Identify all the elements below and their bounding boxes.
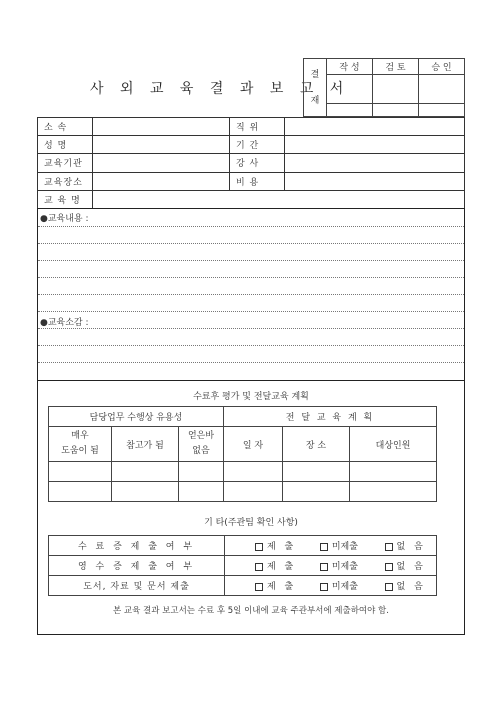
option-label: 제 출 xyxy=(267,542,294,552)
approval-col-write: 작 성 xyxy=(327,59,373,75)
approval-sign-write[interactable] xyxy=(327,75,373,103)
content-section-divider xyxy=(37,208,465,209)
instructor-label: 강 사 xyxy=(230,154,285,172)
eval-cell[interactable] xyxy=(350,462,437,482)
not-submitted-checkbox[interactable] xyxy=(320,583,328,591)
content-line[interactable] xyxy=(38,294,464,295)
period-field[interactable] xyxy=(285,136,465,154)
impression-line[interactable] xyxy=(38,328,464,329)
venue-label: 교육장소 xyxy=(38,172,93,190)
submitted-checkbox[interactable] xyxy=(255,583,263,591)
option-label: 없 음 xyxy=(396,542,423,552)
usefulness-header: 담당업무 수행상 유용성 xyxy=(49,407,224,427)
eval-cell[interactable] xyxy=(350,482,437,502)
affiliation-label: 소 속 xyxy=(38,118,93,136)
eval-section-divider xyxy=(37,380,465,381)
course-name-label: 교 육 명 xyxy=(38,190,93,208)
approval-date-review[interactable] xyxy=(373,103,419,116)
impression-line[interactable] xyxy=(38,362,464,363)
approval-date-write[interactable] xyxy=(327,103,373,116)
eval-cell[interactable] xyxy=(179,462,224,482)
institution-label: 교육기관 xyxy=(38,154,93,172)
content-line[interactable] xyxy=(38,260,464,261)
submitted-checkbox[interactable] xyxy=(255,563,263,571)
name-label: 성 명 xyxy=(38,136,93,154)
eval-cell[interactable] xyxy=(49,482,112,502)
option-label: 미제출 xyxy=(331,582,358,592)
affiliation-field[interactable] xyxy=(93,118,230,136)
misc-section-title: 기 타(주관팀 확인 사항) xyxy=(204,518,298,528)
materials-options xyxy=(225,576,437,596)
option-label: 없 음 xyxy=(396,582,423,592)
option-label: 제 출 xyxy=(267,582,294,592)
cost-label: 비 용 xyxy=(230,172,285,190)
eval-cell[interactable] xyxy=(283,462,350,482)
transfer-header: 전 달 교 육 계 획 xyxy=(224,407,437,427)
approval-label-bottom: 재 xyxy=(310,95,320,106)
misc-table xyxy=(48,535,437,596)
impression-label: ●교육소감 : xyxy=(40,318,89,328)
content-line[interactable] xyxy=(38,277,464,278)
course-name-field[interactable] xyxy=(93,190,465,208)
institution-field[interactable] xyxy=(93,154,230,172)
submission-note: 본 교육 결과 보고서는 수료 후 5일 이내에 교육 주관부서에 제출하여야 함. xyxy=(113,606,389,616)
period-label: 기 간 xyxy=(230,136,285,154)
content-line[interactable] xyxy=(38,243,464,244)
venue-field[interactable] xyxy=(93,172,230,190)
option-label: 제 출 xyxy=(267,562,294,572)
eval-cell[interactable] xyxy=(179,482,224,502)
document-title: 사 외 교 육 결 과 보 고 서 xyxy=(90,81,350,97)
col-very-helpful: 매우 도움이 됨 xyxy=(49,427,112,462)
materials-question: 도서, 자료 및 문서 제출 xyxy=(49,576,225,596)
eval-cell[interactable] xyxy=(49,462,112,482)
not-submitted-checkbox[interactable] xyxy=(320,563,328,571)
certificate-options xyxy=(225,536,437,556)
col-none: 얻은바 없음 xyxy=(179,427,224,462)
none-checkbox[interactable] xyxy=(385,543,393,551)
approval-date-approve[interactable] xyxy=(419,103,465,116)
none-checkbox[interactable] xyxy=(385,583,393,591)
receipt-question: 영 수 증 제 출 여 부 xyxy=(49,556,225,576)
impression-line[interactable] xyxy=(38,345,464,346)
approval-table xyxy=(303,58,465,117)
position-label: 직 위 xyxy=(230,118,285,136)
eval-cell[interactable] xyxy=(283,482,350,502)
approval-col-review: 검 토 xyxy=(373,59,419,75)
eval-cell[interactable] xyxy=(112,482,179,502)
eval-cell[interactable] xyxy=(224,482,283,502)
option-label: 미제출 xyxy=(331,562,358,572)
col-date: 일 자 xyxy=(224,427,283,462)
approval-sign-review[interactable] xyxy=(373,75,419,103)
eval-section-title: 수료후 평가 및 전달교육 계획 xyxy=(193,392,309,402)
info-table xyxy=(37,117,465,209)
cost-field[interactable] xyxy=(285,172,465,190)
eval-table xyxy=(48,406,437,502)
submitted-checkbox[interactable] xyxy=(255,543,263,551)
instructor-field[interactable] xyxy=(285,154,465,172)
none-checkbox[interactable] xyxy=(385,563,393,571)
eval-cell[interactable] xyxy=(224,462,283,482)
content-line[interactable] xyxy=(38,226,464,227)
approval-sign-approve[interactable] xyxy=(419,75,465,103)
option-label: 미제출 xyxy=(331,542,358,552)
col-target: 대상인원 xyxy=(350,427,437,462)
certificate-question: 수 료 증 제 출 여 부 xyxy=(49,536,225,556)
option-label: 없 음 xyxy=(396,562,423,572)
eval-cell[interactable] xyxy=(112,462,179,482)
receipt-options xyxy=(225,556,437,576)
not-submitted-checkbox[interactable] xyxy=(320,543,328,551)
col-place: 장 소 xyxy=(283,427,350,462)
content-label: ●교육내용 : xyxy=(40,214,89,224)
position-field[interactable] xyxy=(285,118,465,136)
col-reference: 참고가 됨 xyxy=(112,427,179,462)
approval-col-approve: 승 인 xyxy=(419,59,465,75)
approval-label-top: 결 xyxy=(310,69,320,80)
content-line[interactable] xyxy=(38,311,464,312)
name-field[interactable] xyxy=(93,136,230,154)
